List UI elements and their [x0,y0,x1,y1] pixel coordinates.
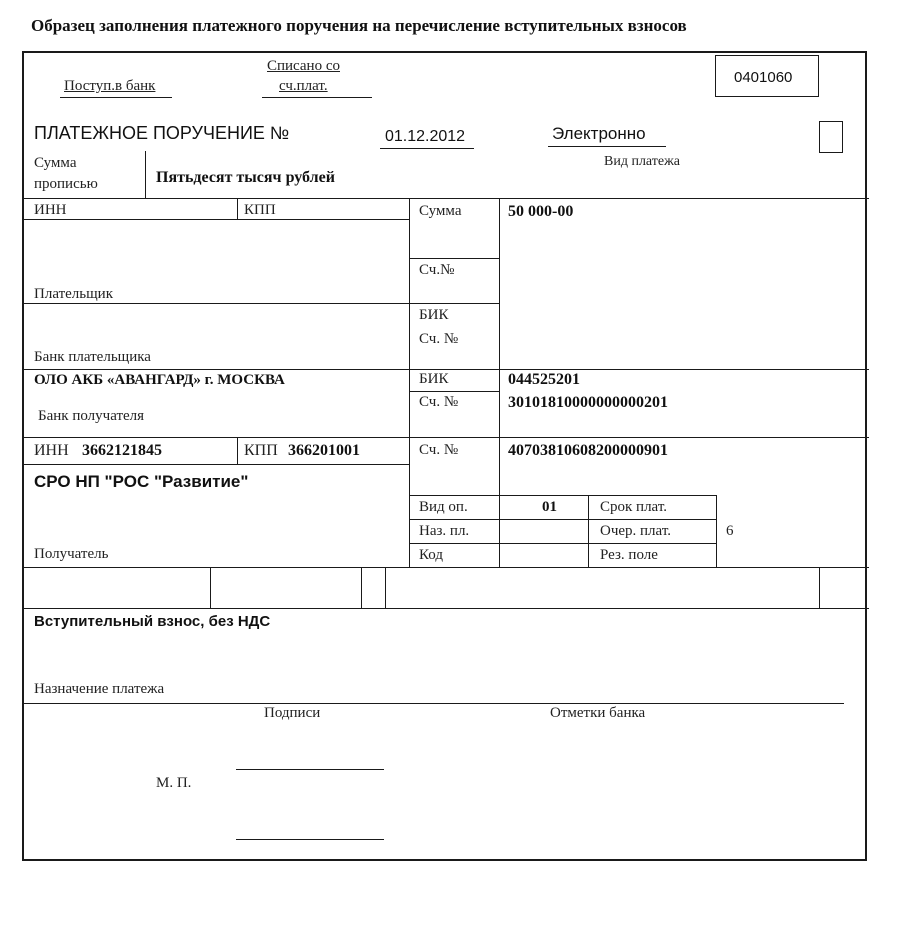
payment-type-label: Вид платежа [604,154,681,169]
payer-kpp-label: КПП [244,202,276,218]
document-date: 01.12.2012 [385,128,466,145]
recipient-account-value: 40703810608200000901 [508,442,668,459]
recipient-kpp-value: 366201001 [288,442,360,459]
sum-value: 50 000-00 [508,203,574,220]
purpose-label: Назначение платежа [34,681,165,697]
op-type-value: 01 [542,499,557,515]
bank-marks-label: Отметки банка [550,705,646,721]
recipient-inn-label: ИНН [34,442,69,459]
recipient-inn-value: 3662121845 [82,442,162,459]
amount-words-label-2: прописью [34,176,98,192]
signature-line-1 [236,769,384,770]
payment-order-form [22,51,867,861]
recipient-name: СРО НП "РОС "Развитие" [34,472,249,491]
debited-label-line2: сч.плат. [279,78,328,94]
document-title: ПЛАТЕЖНОЕ ПОРУЧЕНИЕ № [34,123,290,143]
op-type-label: Вид оп. [419,499,468,515]
recipient-bank-label: Банк получателя [38,408,145,424]
signature-line-2 [236,839,384,840]
recipient-account-label: Сч. № [419,442,459,458]
payer-bank-bik-label: БИК [419,307,449,323]
form-code-box [715,55,819,97]
recipient-bank-account-label: Сч. № [419,394,459,410]
recipient-bank-bik-label: БИК [419,371,449,387]
recipient-bank-name: ОЛО АКБ «АВАНГАРД» г. МОСКВА [34,372,285,388]
recipient-bank-bik-value: 044525201 [508,371,580,388]
checkbox-box [819,121,843,153]
sum-label: Сумма [419,203,462,219]
amount-words-label-1: Сумма [34,155,77,171]
priority-label: Очер. плат. [600,523,671,539]
stamp-label: М. П. [156,775,192,791]
priority-value: 6 [726,523,734,539]
recipient-kpp-label: КПП [244,442,278,459]
payer-label: Плательщик [34,286,113,302]
signatures-label: Подписи [264,705,321,721]
page-title: Образец заполнения платежного поручения на перечисление вступительных взносов [31,16,687,35]
payer-bank-label: Банк плательщика [34,349,151,365]
recipient-label: Получатель [34,546,109,562]
recipient-bank-account-value: 30101810000000000201 [508,394,668,411]
purpose-code-label: Наз. пл. [419,523,470,539]
form-code: 0401060 [734,69,793,86]
reserve-label: Рез. поле [600,547,658,563]
received-label: Поступ.в банк [64,78,156,94]
payer-bank-account-label: Сч. № [419,331,459,347]
payer-account-label: Сч.№ [419,262,455,278]
purpose-value: Вступительный взнос, без НДС [34,613,271,630]
term-label: Срок плат. [600,499,668,515]
code-label: Код [419,547,443,563]
debited-label-line1: Списано со [267,58,340,74]
payer-inn-label: ИНН [34,202,67,218]
payment-mode: Электронно [552,124,646,143]
amount-words-value: Пятьдесят тысяч рублей [156,169,335,186]
